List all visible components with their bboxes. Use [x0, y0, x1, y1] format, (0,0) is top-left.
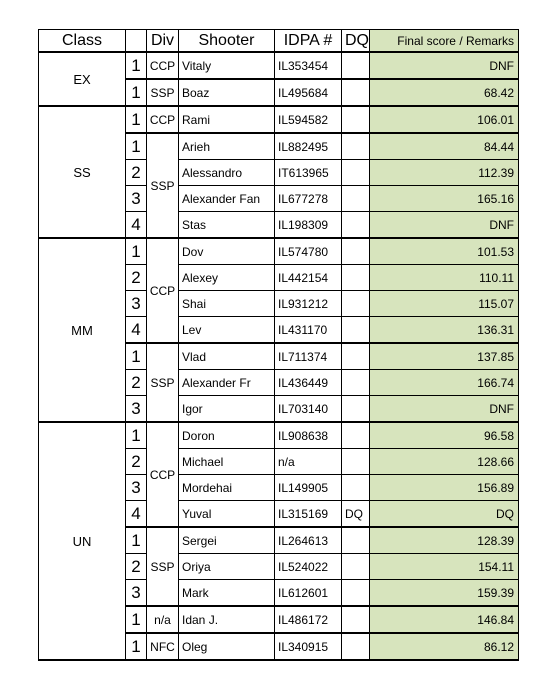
place-number: 2	[126, 265, 147, 291]
class-label: EX	[39, 52, 126, 106]
idpa-number: IL315169	[275, 501, 342, 528]
final-score: 84.44	[370, 133, 519, 160]
division-label: CCP	[147, 52, 179, 79]
shooter-name: Michael	[179, 449, 275, 475]
dq-mark: DQ	[342, 501, 370, 528]
final-score: DNF	[370, 52, 519, 79]
dq-mark	[342, 396, 370, 423]
shooter-name: Vlad	[179, 343, 275, 370]
place-number: 1	[126, 52, 147, 79]
shooter-row	[39, 238, 519, 265]
header-final-score: Final score / Remarks	[370, 30, 519, 53]
place-number: 4	[126, 501, 147, 528]
place-number: 4	[126, 212, 147, 239]
place-number: 1	[126, 79, 147, 106]
place-number: 1	[126, 606, 147, 633]
idpa-number: IL264613	[275, 527, 342, 554]
shooter-name: Stas	[179, 212, 275, 239]
final-score: DNF	[370, 396, 519, 423]
header-row	[39, 30, 519, 53]
place-number: 2	[126, 370, 147, 396]
idpa-number: IL677278	[275, 186, 342, 212]
shooter-name: Mordehai	[179, 475, 275, 501]
final-score: 166.74	[370, 370, 519, 396]
dq-mark	[342, 106, 370, 133]
place-number: 3	[126, 186, 147, 212]
idpa-number: IL882495	[275, 133, 342, 160]
place-number: 1	[126, 106, 147, 133]
final-score: 128.39	[370, 527, 519, 554]
class-label: UN	[39, 422, 126, 660]
division-label: NFC	[147, 633, 179, 660]
dq-mark	[342, 317, 370, 344]
results-table	[38, 29, 519, 661]
final-score: DNF	[370, 212, 519, 239]
place-number: 4	[126, 317, 147, 344]
idpa-number: IL711374	[275, 343, 342, 370]
idpa-number: IL908638	[275, 422, 342, 449]
shooter-row	[39, 52, 519, 79]
dq-mark	[342, 475, 370, 501]
place-number: 1	[126, 422, 147, 449]
header-dq: DQ	[342, 30, 370, 53]
shooter-row	[39, 106, 519, 133]
place-number: 2	[126, 160, 147, 186]
idpa-number: IL594582	[275, 106, 342, 133]
shooter-name: Mark	[179, 580, 275, 607]
final-score: 96.58	[370, 422, 519, 449]
shooter-name: Igor	[179, 396, 275, 423]
shooter-name: Dov	[179, 238, 275, 265]
idpa-number: IL431170	[275, 317, 342, 344]
dq-mark	[342, 79, 370, 106]
final-score: 136.31	[370, 317, 519, 344]
idpa-number: IT613965	[275, 160, 342, 186]
results-body	[39, 52, 519, 660]
dq-mark	[342, 238, 370, 265]
dq-mark	[342, 291, 370, 317]
idpa-number: IL495684	[275, 79, 342, 106]
final-score: 137.85	[370, 343, 519, 370]
division-label: SSP	[147, 527, 179, 606]
shooter-name: Sergei	[179, 527, 275, 554]
header-div: Div	[147, 30, 179, 53]
shooter-name: Alessandro	[179, 160, 275, 186]
shooter-name: Alexander Fan	[179, 186, 275, 212]
dq-mark	[342, 580, 370, 607]
shooter-name: Alexander Fr	[179, 370, 275, 396]
dq-mark	[342, 343, 370, 370]
final-score: 86.12	[370, 633, 519, 660]
idpa-number: n/a	[275, 449, 342, 475]
dq-mark	[342, 449, 370, 475]
final-score: 165.16	[370, 186, 519, 212]
division-label: SSP	[147, 79, 179, 106]
idpa-number: IL574780	[275, 238, 342, 265]
dq-mark	[342, 160, 370, 186]
place-number: 3	[126, 580, 147, 607]
dq-mark	[342, 633, 370, 660]
shooter-name: Oriya	[179, 554, 275, 580]
idpa-number: IL436449	[275, 370, 342, 396]
dq-mark	[342, 606, 370, 633]
shooter-name: Lev	[179, 317, 275, 344]
header-idpa: IDPA #	[275, 30, 342, 53]
place-number: 3	[126, 396, 147, 423]
idpa-number: IL353454	[275, 52, 342, 79]
shooter-name: Yuval	[179, 501, 275, 528]
dq-mark	[342, 370, 370, 396]
final-score: 106.01	[370, 106, 519, 133]
idpa-number: IL703140	[275, 396, 342, 423]
division-label: CCP	[147, 106, 179, 133]
final-score: 128.66	[370, 449, 519, 475]
dq-mark	[342, 212, 370, 239]
header-class: Class	[39, 30, 126, 53]
shooter-name: Rami	[179, 106, 275, 133]
idpa-number: IL442154	[275, 265, 342, 291]
division-label: SSP	[147, 133, 179, 238]
division-label: CCP	[147, 422, 179, 527]
shooter-name: Shai	[179, 291, 275, 317]
class-label: MM	[39, 238, 126, 422]
dq-mark	[342, 133, 370, 160]
place-number: 1	[126, 527, 147, 554]
idpa-number: IL524022	[275, 554, 342, 580]
place-number: 3	[126, 475, 147, 501]
place-number: 2	[126, 554, 147, 580]
place-number: 3	[126, 291, 147, 317]
class-label: SS	[39, 106, 126, 238]
division-label: CCP	[147, 238, 179, 343]
idpa-number: IL340915	[275, 633, 342, 660]
shooter-name: Doron	[179, 422, 275, 449]
place-number: 1	[126, 238, 147, 265]
final-score: 68.42	[370, 79, 519, 106]
final-score: 115.07	[370, 291, 519, 317]
place-number: 1	[126, 343, 147, 370]
idpa-number: IL198309	[275, 212, 342, 239]
place-number: 2	[126, 449, 147, 475]
final-score: 156.89	[370, 475, 519, 501]
shooter-name: Arieh	[179, 133, 275, 160]
header-shooter: Shooter	[179, 30, 275, 53]
header-place	[126, 30, 147, 53]
division-label: SSP	[147, 343, 179, 422]
division-label: n/a	[147, 606, 179, 633]
shooter-name: Vitaly	[179, 52, 275, 79]
final-score: 110.11	[370, 265, 519, 291]
dq-mark	[342, 265, 370, 291]
shooter-name: Alexey	[179, 265, 275, 291]
final-score: DQ	[370, 501, 519, 528]
idpa-number: IL149905	[275, 475, 342, 501]
place-number: 1	[126, 633, 147, 660]
dq-mark	[342, 422, 370, 449]
final-score: 112.39	[370, 160, 519, 186]
dq-mark	[342, 52, 370, 79]
dq-mark	[342, 186, 370, 212]
final-score: 146.84	[370, 606, 519, 633]
idpa-number: IL486172	[275, 606, 342, 633]
shooter-name: Oleg	[179, 633, 275, 660]
dq-mark	[342, 554, 370, 580]
shooter-row	[39, 422, 519, 449]
idpa-number: IL931212	[275, 291, 342, 317]
place-number: 1	[126, 133, 147, 160]
final-score: 159.39	[370, 580, 519, 607]
shooter-name: Boaz	[179, 79, 275, 106]
idpa-number: IL612601	[275, 580, 342, 607]
final-score: 101.53	[370, 238, 519, 265]
shooter-name: Idan J.	[179, 606, 275, 633]
final-score: 154.11	[370, 554, 519, 580]
dq-mark	[342, 527, 370, 554]
